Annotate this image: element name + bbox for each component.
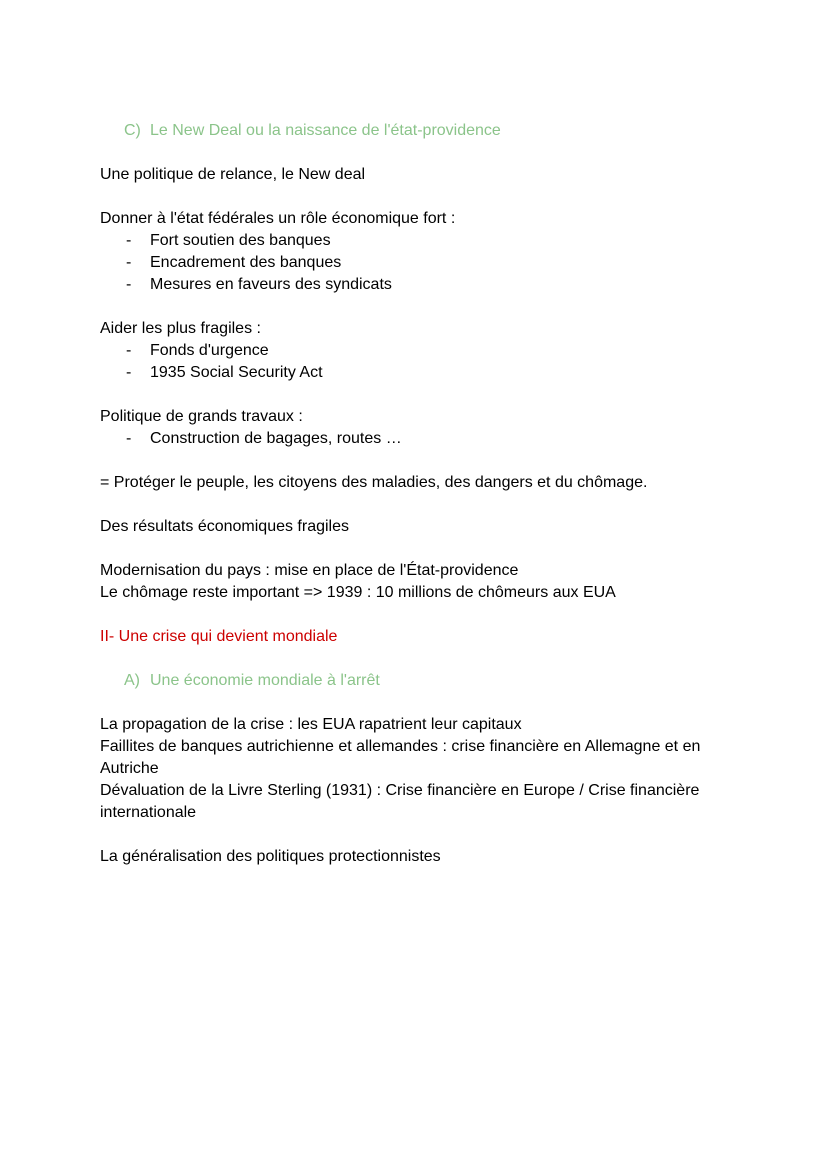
section-c-heading (100, 120, 740, 142)
dash-bullet: - (126, 276, 132, 293)
group1-list (100, 230, 740, 296)
list-item-text: 1935 Social Security Act (150, 364, 323, 381)
list-item (100, 362, 740, 384)
dash-bullet: - (126, 232, 132, 249)
list-item (100, 340, 740, 362)
modernisation-line: Modernisation du pays : mise en place de l'État-providence (100, 562, 519, 579)
generalisation-line: La généralisation des politiques protectionnistes (100, 848, 441, 865)
list-item-text: Fort soutien des banques (150, 232, 331, 249)
document-page (100, 120, 740, 868)
faillites-line: Faillites de banques autrichienne et allemandes : crise financière en Allemagne et en Autriche (100, 738, 701, 777)
dash-bullet: - (126, 254, 132, 271)
propagation-line: La propagation de la crise : les EUA rapatrient leur capitaux (100, 716, 522, 733)
list-item-text: Fonds d'urgence (150, 342, 269, 359)
list-item (100, 428, 740, 450)
devaluation-line: Dévaluation de la Livre Sterling (1931) : Crise financière en Europe / Crise financière internationale (100, 782, 700, 821)
intro-paragraph: Une politique de relance, le New deal (100, 166, 366, 183)
section-a-marker: A) (124, 672, 140, 689)
group1-lead: Donner à l'état fédérales un rôle économique fort : (100, 210, 456, 227)
list-item (100, 274, 740, 296)
list-item-text: Encadrement des banques (150, 254, 342, 271)
dash-bullet: - (126, 430, 132, 447)
group2-list (100, 340, 740, 384)
group3-lead: Politique de grands travaux : (100, 408, 303, 425)
section-c-marker: C) (124, 122, 141, 139)
dash-bullet: - (126, 364, 132, 381)
list-item (100, 230, 740, 252)
section-ii-heading: II- Une crise qui devient mondiale (100, 628, 338, 645)
section-a-title: Une économie mondiale à l'arrêt (150, 672, 380, 689)
group2-lead: Aider les plus fragiles : (100, 320, 261, 337)
section-c-title: Le New Deal ou la naissance de l'état-providence (150, 122, 501, 139)
group3-list (100, 428, 740, 450)
list-item-text: Construction de bagages, routes … (150, 430, 402, 447)
summary-paragraph: = Protéger le peuple, les citoyens des maladies, des dangers et du chômage. (100, 474, 648, 491)
chomage-line: Le chômage reste important => 1939 : 10 millions de chômeurs aux EUA (100, 584, 616, 601)
section-a-heading (100, 670, 740, 692)
dash-bullet: - (126, 342, 132, 359)
list-item-text: Mesures en faveurs des syndicats (150, 276, 392, 293)
list-item (100, 252, 740, 274)
results-paragraph: Des résultats économiques fragiles (100, 518, 350, 535)
